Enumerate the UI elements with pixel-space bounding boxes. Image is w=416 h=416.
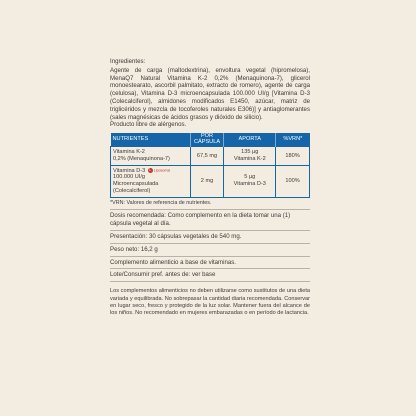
- provides-name: Vitamina K-2: [233, 156, 266, 163]
- presentation: Presentación: 30 cápsulas vegetales de 540 mg.: [110, 233, 242, 241]
- divider: [110, 256, 310, 257]
- col-vrn: %VRN*: [276, 133, 310, 147]
- provides-cell: [224, 165, 276, 197]
- nutrition-table: [110, 133, 310, 197]
- table-row: [111, 165, 310, 197]
- lot-info: Lote/Consumir pref. antes de: ver base: [110, 271, 216, 279]
- nutrient-cell: [111, 165, 191, 197]
- recommended-dose: Dosis recomendada: Como complemento en la dieta tomar una (1) cápsula vegetal al día.: [110, 212, 291, 228]
- nutrient-detail-2: (Colecalciferol): [113, 187, 151, 194]
- col-provides: APORTA: [224, 133, 276, 147]
- nutrient-cell: [111, 147, 191, 165]
- provides-amount: 135 µg: [241, 149, 259, 156]
- col-per-capsule: POR CÁPSULA: [190, 133, 224, 147]
- per-capsule-cell: 2 mg: [190, 165, 224, 197]
- vrn-footnote: *VRN: Valores de referencia de nutrientes.: [110, 199, 212, 206]
- per-capsule-cell: 67,5 mg: [190, 147, 224, 165]
- vrn-cell: 100%: [276, 165, 310, 197]
- ingredients-text: Agente de carga (maltodextrina), envoltura vegetal (hipromelosa), MenaQ7 Natural Vitamina K-2 0,2% (Menaquinona-7), glicerol monoestearato, ascorbil palmitato, extracto de romero), agente de carga (celulosa), Vitamina D-3 microencapsulada 100.000 UI/g [Vitamina D-3 (Colecalciferol), almidones modificados E1450, azúcar, matriz de triglicéridos y mezcla de tocoferoles naturales E306)] y antiaglomerantes (sales magnésicas de ácidos grasos y dióxido de silicio).: [110, 66, 310, 121]
- divider: [110, 268, 310, 269]
- nutrition-table-header: [111, 133, 310, 147]
- nutrient-detail: 0,2% (Menaquinona-7): [113, 156, 170, 163]
- divider: [110, 243, 310, 244]
- product-category: Complemento alimenticio a base de vitaminas.: [110, 258, 236, 266]
- liposomal-logo-icon: L: [149, 167, 152, 172]
- vrn-cell: 180%: [276, 147, 310, 165]
- allergen-note: Producto libre de alérgenos.: [110, 121, 187, 129]
- warning-text: Los complementos alimenticios no deben utilizarse como sustitutos de una dieta variada y equilibrada. No sobrepasar la cantidad diaria recomendada. Conservar en lugar seco, fresco y protegido de la luz solar. Mantener fuera del alcance de los niños. No recomendado en mujeres embarazadas o en período de lactancia.: [110, 288, 310, 317]
- divider: [110, 281, 310, 282]
- nutrient-name: Vitamina K-2: [113, 149, 145, 156]
- net-weight: Peso neto: 16,2 g: [110, 245, 158, 253]
- provides-name: Vitamina D-3: [233, 181, 266, 188]
- liposomal-logo-text: Liposomal: [153, 168, 171, 173]
- nutrient-detail: 100.000 UI/g Microencapsulada: [113, 174, 159, 188]
- product-label: [110, 58, 310, 368]
- col-nutrients: NUTRIENTES: [111, 133, 191, 147]
- provides-amount: 5 µg: [244, 174, 256, 181]
- divider: [110, 209, 310, 210]
- divider: [110, 230, 310, 231]
- table-row: [111, 147, 310, 165]
- nutrient-name: Vitamina D-3: [113, 167, 146, 174]
- provides-cell: [224, 147, 276, 165]
- ingredients-title: Ingredientes:: [110, 58, 146, 65]
